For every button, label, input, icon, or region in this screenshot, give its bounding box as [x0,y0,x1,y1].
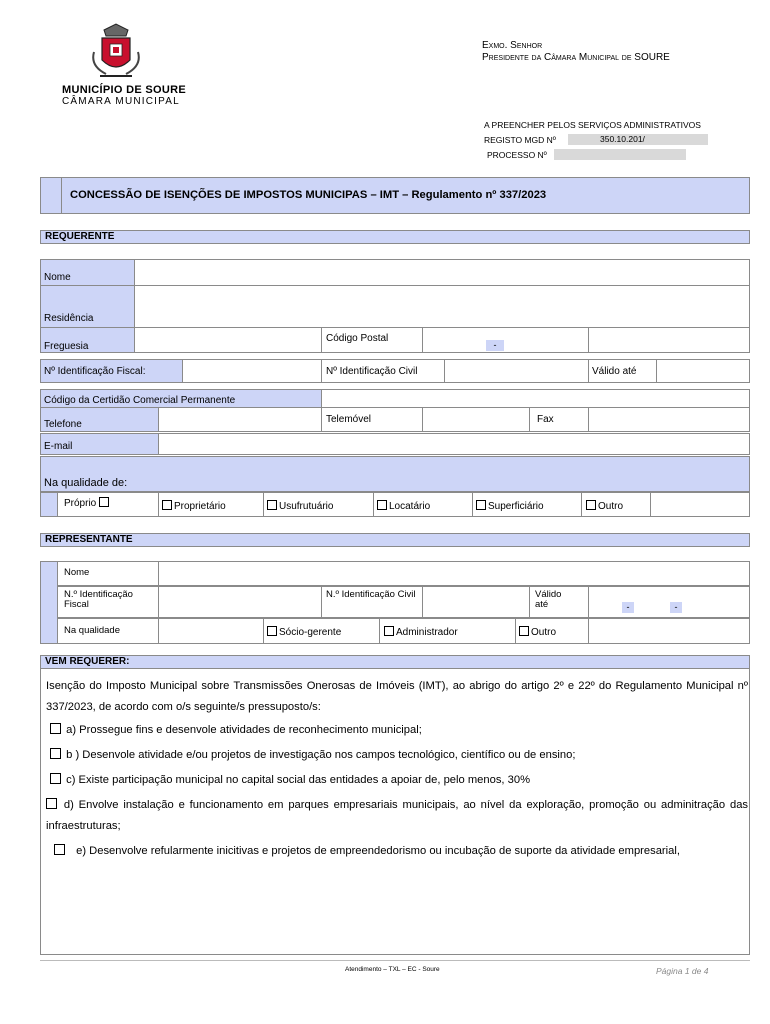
certidao-input[interactable] [321,389,750,408]
telefone-input[interactable] [158,407,322,432]
footer-line [40,960,750,961]
email-label: E-mail [44,441,73,452]
rep-nome-input[interactable] [158,561,750,586]
option-proprietario-label: Proprietário [174,501,226,512]
pressuposto-e[interactable] [46,841,748,862]
rep-nic-input[interactable] [422,586,530,618]
valido-label: Válido até [592,366,637,377]
rep-valido-input[interactable] [588,586,750,618]
fax-label: Fax [537,414,554,425]
rep-nif-input[interactable] [158,586,322,618]
checkbox-administrador[interactable] [384,626,394,636]
rep-margin [40,561,58,644]
vem-requerer-intro: Isenção do Imposto Municipal sobre Transmissões Onerosas de Imóveis (IMT), ao abrigo do artigo 2º e 22º do Regulamento Municipal nº 337/2023, de acordo com o/s seguinte/s pressuposto/s: [46,680,748,713]
rep-option-admin[interactable] [384,626,458,638]
pressuposto-c-text: c) Existe participação municipal no capital social das entidades a apoiar de, pelo menos, 30% [66,774,531,786]
checkbox-rep-outro[interactable] [519,626,529,636]
rep-option-outro[interactable] [519,626,556,638]
addressee-title: Exmo. Senhor [482,40,543,51]
nic-input[interactable] [444,359,589,383]
rep-nic-label: N.º Identificação Civil [326,589,416,600]
form-title-margin [40,177,62,214]
rep-nif-label: N.º Identificação Fiscal [64,589,133,610]
codigo-postal-label: Código Postal [326,333,389,344]
rep-option-admin-label: Administrador [396,627,458,638]
option-usufrutuario-label: Usufrutuário [279,501,334,512]
rep-option-outro-input[interactable] [588,618,750,644]
processo-label: PROCESSO Nº [487,150,547,160]
representante-header: REPRESENTANTE [40,533,750,547]
codigo-postal-dash: - [486,340,504,351]
pressuposto-b-text: b ) Desenvole atividade e/ou projetos de investigação nos campos tecnológico, científico ou de ensino; [66,749,576,761]
qualidade-margin [40,492,58,517]
residencia-label: Residência [44,313,94,324]
checkbox-usufrutuario[interactable] [267,500,277,510]
checkbox-proprietario[interactable] [162,500,172,510]
telemovel-label: Telemóvel [326,414,372,425]
checkbox-pressuposto-a[interactable] [50,723,61,734]
processo-field[interactable] [554,149,686,160]
pressuposto-d-text: d) Envolve instalação e funcionamento em parques empresariais municipais, ao nível da exploração, promoção ou adminitração das infraestruturas; [46,799,749,832]
codigo-postal-locality-input[interactable] [588,327,750,353]
option-outro-label: Outro [598,501,624,512]
rep-valido-label: Válido até [535,589,562,610]
option-superficiario[interactable] [476,500,544,512]
nome-label: Nome [44,272,71,283]
checkbox-pressuposto-b[interactable] [50,748,61,759]
coat-of-arms [86,22,146,82]
option-locatario-label: Locatário [389,501,431,512]
checkbox-pressuposto-c[interactable] [50,773,61,784]
pressuposto-b[interactable] [50,745,752,766]
checkbox-proprio[interactable] [99,497,109,507]
pressuposto-c[interactable] [50,770,752,791]
option-proprio-label: Próprio [64,498,97,509]
form-title: CONCESSÃO DE ISENÇÕES DE IMPOSTOS MUNICIPAS – IMT – Regulamento nº 337/2023 [70,189,547,201]
fax-input[interactable] [588,407,750,432]
checkbox-superficiario[interactable] [476,500,486,510]
checkbox-locatario[interactable] [377,500,387,510]
municipality-chamber: CÂMARA MUNICIPAL [62,96,180,107]
qualidade-label-cell [40,456,750,492]
rep-valido-dash-1: - [622,602,634,613]
footer-center: Atendimento – TXL – EC - Soure [345,966,440,973]
telefone-label: Telefone [44,419,82,430]
rep-option-outro-label: Outro [531,627,557,638]
rep-option-socio[interactable] [267,626,341,638]
vem-requerer-header: VEM REQUERER: [40,655,750,669]
nif-label: Nº Identificação Fiscal: [44,366,146,377]
admin-title: A PREENCHER PELOS SERVIÇOS ADMINISTRATIVOS [484,120,701,130]
option-outro[interactable] [586,500,623,512]
option-proprietario[interactable] [162,500,226,512]
email-input[interactable] [158,433,750,455]
option-proprio[interactable] [64,497,111,509]
registo-field[interactable] [568,134,708,145]
checkbox-socio-gerente[interactable] [267,626,277,636]
footer-page: Página 1 de 4 [656,966,709,976]
rep-nome-label: Nome [64,567,90,578]
pressuposto-a-text: a) Prossegue fins e desenvole atividades de reconhecimento municipal; [66,724,422,736]
pressuposto-d[interactable] [46,795,748,837]
rep-qualidade-label: Na qualidade [64,625,120,636]
option-outro-input[interactable] [650,492,750,517]
rep-qualidade-blank [158,618,264,644]
option-superficiario-label: Superficiário [488,501,544,512]
rep-valido-dash-2: - [670,602,682,613]
nome-input[interactable] [134,259,750,286]
freguesia-input[interactable] [134,327,322,353]
rep-option-socio-label: Sócio-gerente [279,627,342,638]
valido-input[interactable] [656,359,750,383]
pressuposto-a[interactable] [50,720,752,741]
nif-input[interactable] [182,359,322,383]
residencia-input[interactable] [134,285,750,328]
option-locatario[interactable] [377,500,430,512]
option-usufrutuario[interactable] [267,500,333,512]
addressee-role: Presidente da Câmara Municipal de SOURE [482,52,670,63]
checkbox-pressuposto-d[interactable] [46,798,57,809]
telemovel-input[interactable] [422,407,530,432]
registo-label: REGISTO MGD Nº [484,135,556,145]
certidao-label: Código da Certidão Comercial Permanente [44,395,236,406]
qualidade-label: Na qualidade de: [44,477,128,489]
checkbox-outro[interactable] [586,500,596,510]
requerente-header: REQUERENTE [40,230,750,244]
registo-value: 350.10.201/ [600,134,645,144]
municipality-name: MUNICÍPIO DE SOURE [62,84,186,96]
nic-label: Nº Identificação Civil [326,366,418,377]
pressuposto-e-text: e) Desenvolve refularmente inicitivas e projetos de empreendedorismo ou incubação de suporte da atividade empresarial, [76,845,680,857]
freguesia-label: Freguesia [44,341,89,352]
checkbox-pressuposto-e[interactable] [54,844,65,855]
codigo-postal-input[interactable] [422,327,589,353]
